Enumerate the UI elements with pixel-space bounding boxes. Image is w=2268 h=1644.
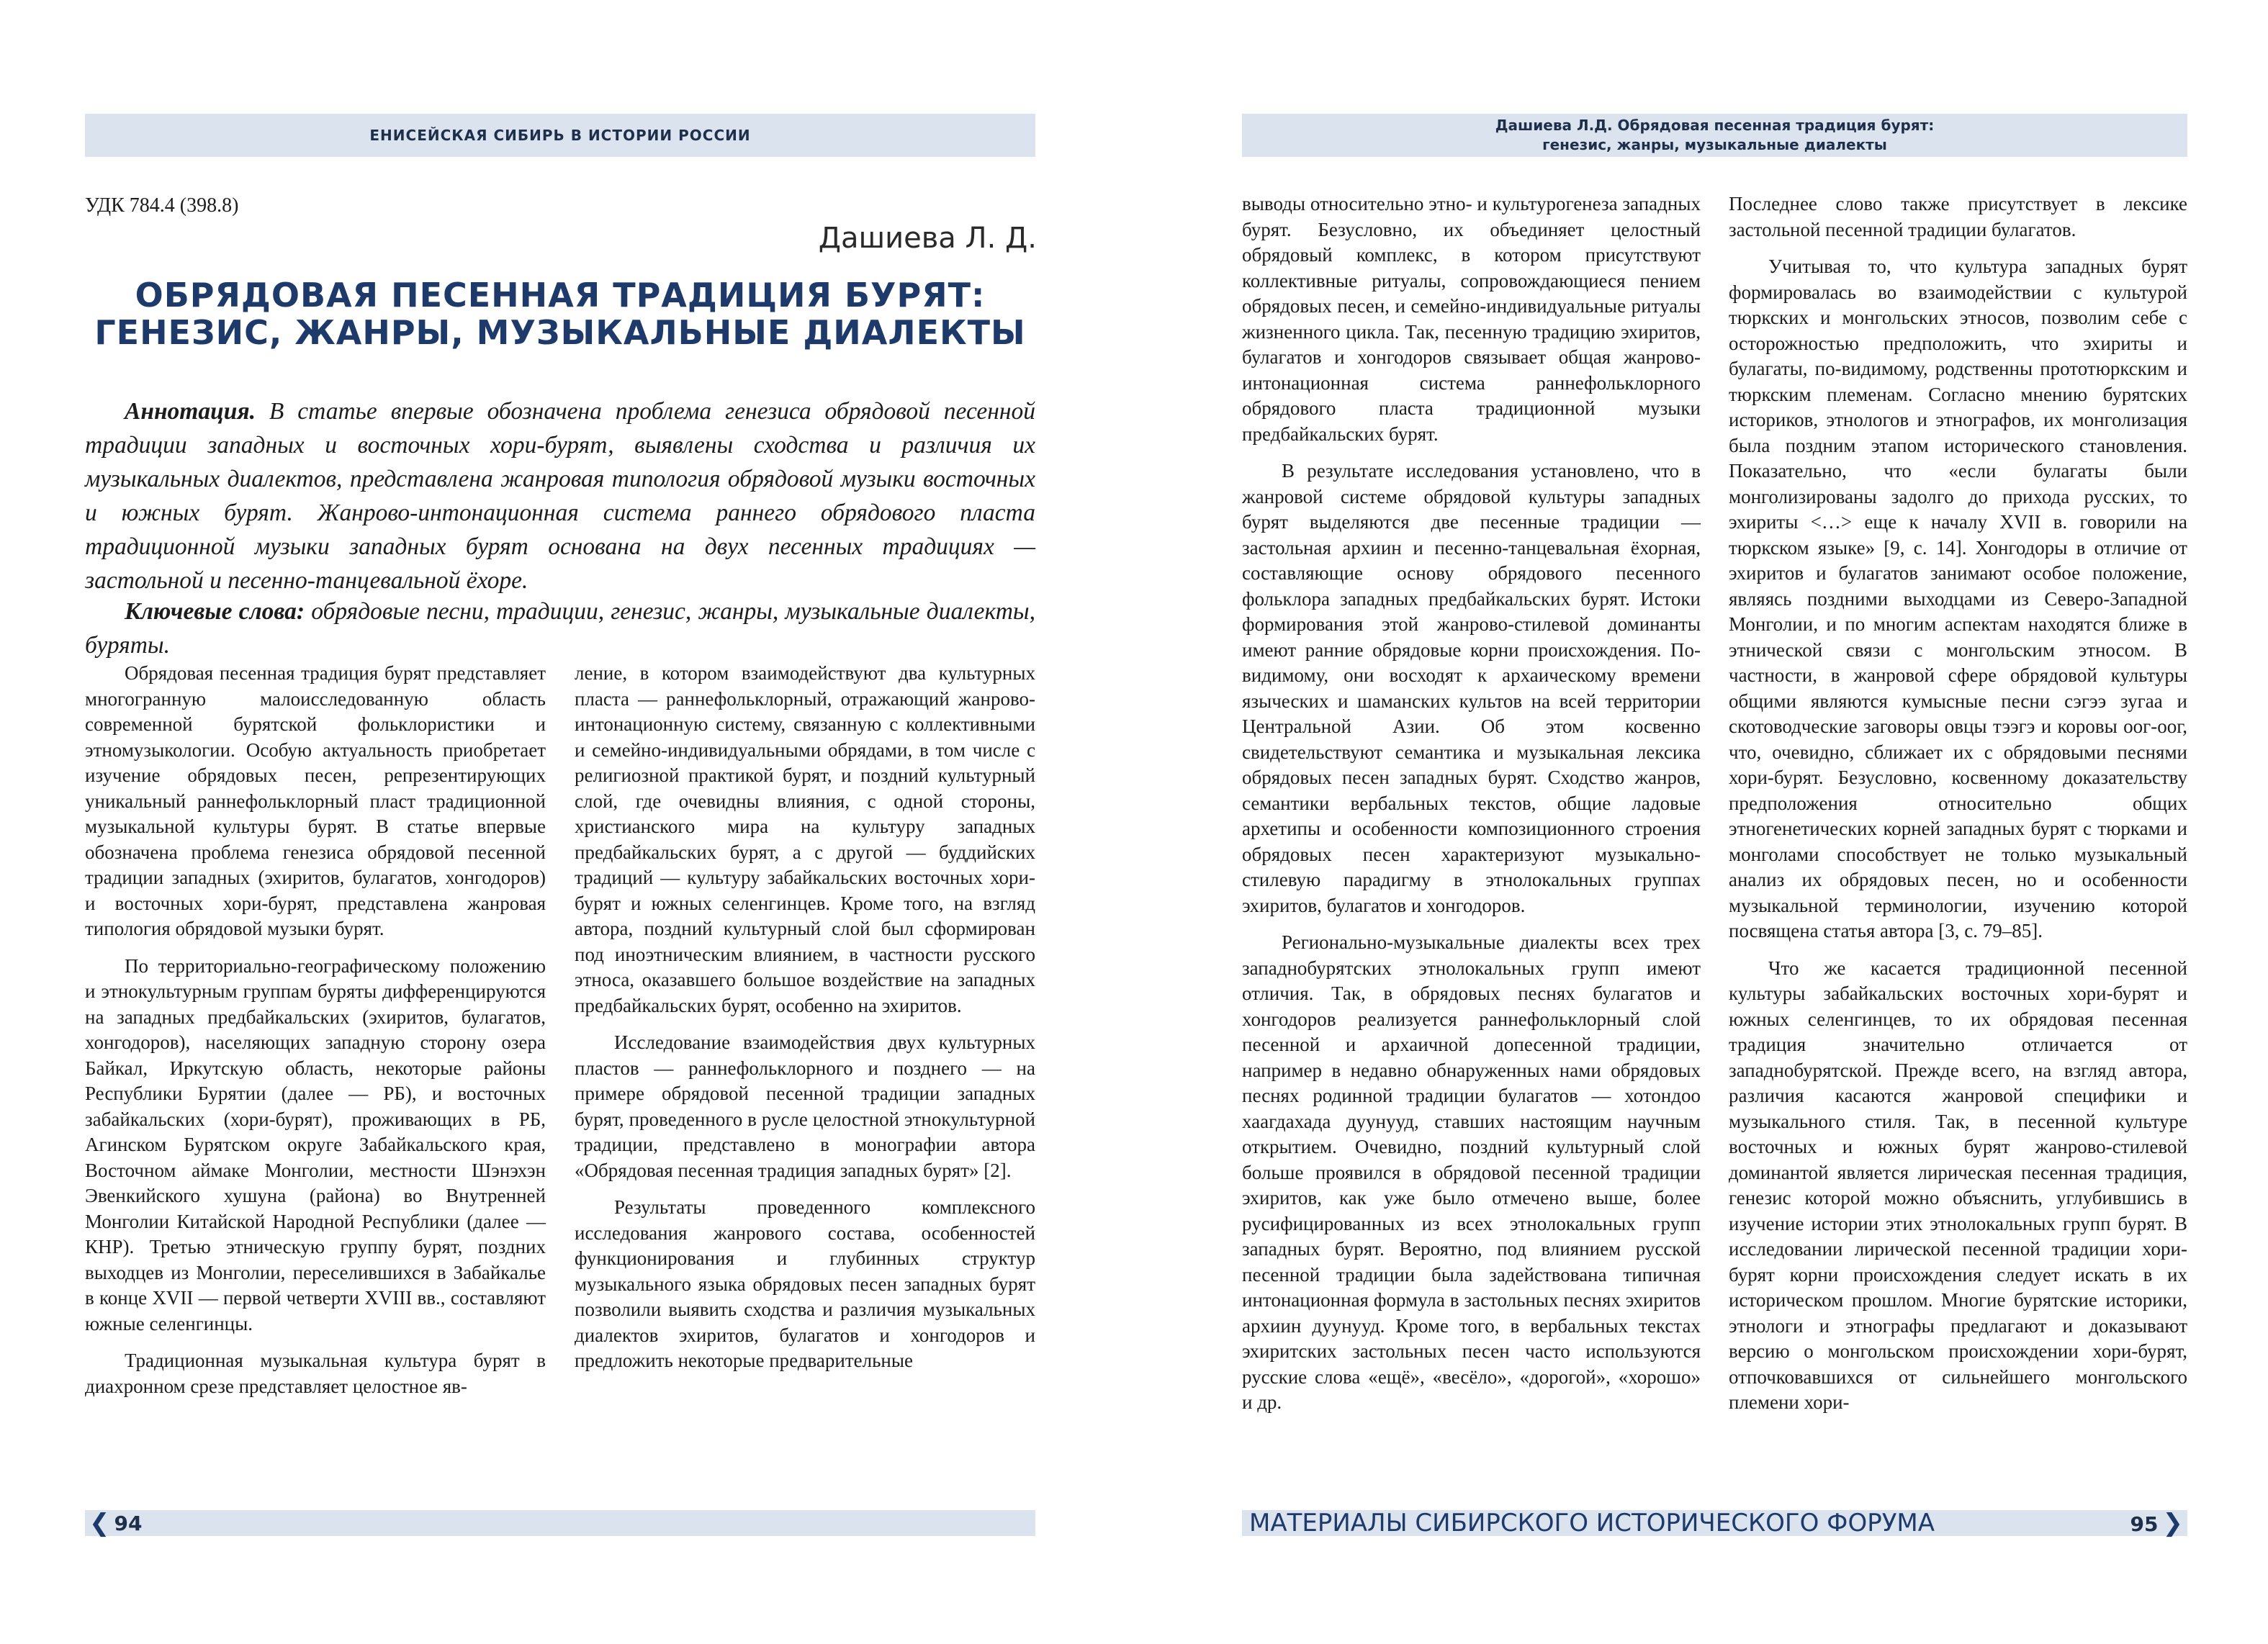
udk-code: УДК 784.4 (398.8) (85, 194, 239, 217)
footer-bar (85, 1510, 1035, 1536)
paragraph: Обрядовая песенная традиция бурят представляет многогранную малоисследованную область современной бурятской фольклористики и этномузыкологии. Особую актуальность приобретает изучение обрядовых песен, репрезентирующих уникальный раннефольклорный пласт традиционной музыкальной культуры бурят. В статье впервые обозначена проблема генезиса обрядовой песенной традиции западных (эхиритов, булагатов, хонгодоров) и восточных хори-бурят, представлена жанровая типология обрядовой музыки бурят. (85, 662, 546, 939)
right-page (1134, 0, 2268, 1644)
paragraph: Традиционная музыкальная культура бурят в диахронном срезе представляет целостное яв- (85, 1350, 546, 1397)
paragraph: Учитывая то, что культура западных бурят формировалась во взаимодействии с культурой тюркских и монгольских этносов, позволим себе с осторожностью предположить, что эхириты и булагаты, по-видимому, родственны прототюркским и тюркским племенам. Согласно мнению бурятских историков, этнологов и этнографов, их монголизация была поздним этапом исторического становления. Показательно, что «если булагаты были монголизированы задолго до прихода русских, то эхириты <…> еще к началу XVII в. говорили на тюркском языке» [9, с. 14]. Хонгодоры в отличие от эхиритов и булагатов занимают особое положение, являясь поздними выходцами из Северо-Западной Монголии, и по многим аспектам находятся ближе в этнической связи с монгольским этносом. В частности, в жанровой сфере обрядовой культуры общими являются кумысные песни сэгээ зугаа и скотоводческие заговоры овцы тээгэ и коровы оог-оог, что, очевидно, сближает их с обрядовыми песнями хори-бурят. Безусловно, косвенному доказательству предположения относительно общих этногенетических корней западных бурят с тюрками и монголами способствует не только музыкальный анализ их обрядовых песен, но и особенности музыкальной терминологии, изучению которой посвящена статья автора [3, с. 79–85]. (1729, 256, 2187, 941)
paragraph: В результате исследования установлено, что в жанровой системе обрядовой культуры западных бурят выделяются две песенные традиции — застольная архиин и песенно-танцевальная ёхорная, составляющие основу обрядового песенного фольклора западных предбайкальских бурят. Истоки формирования этой жанрово-стилевой доминанты имеют ранние обрядовые корни происхождения. По-видимому, они восходят к архаическому времени языческих и шаманских культов на всей территории Центральной Азии. Об этом косвенно свидетельствуют семантика и музыкальная лексика обрядовых песен западных бурят. Сходство жанров, семантики вербальных текстов, общие ладовые архетипы и особенности композиционного строения обрядовых песен характеризуют музыкально-стилевую парадигму в этнолокальных группах эхиритов, булагатов и хонгодоров. (1242, 460, 1701, 916)
left-column-2 (575, 661, 1035, 1386)
paragraph: выводы относительно этно- и культурогенеза западных бурят. Безусловно, их объединяет целостный обрядовый комплекс, в котором присутствуют коллективные ритуалы, сопровождающиеся пением обрядовых песен, и семейно-индивидуальные ритуалы жизненного цикла. Так, песенную традицию эхиритов, булагатов и хонгодоров связывает общая жанрово-интонационная система раннефольклорного обрядового пласта традиционной музыки предбайкальских бурят. (1242, 193, 1701, 445)
paragraph: Последнее слово также присутствует в лексике застольной песенной традиции булагатов. (1729, 193, 2187, 240)
keywords-label: Ключевые слова: (125, 598, 305, 625)
paragraph: ление, в котором взаимодействуют два культурных пласта — раннефольклорный, отражающий жанрово-интонационную систему, связанную с коллективными и семейно-индивидуальными обрядами, в том числе с религиозной практикой бурят, и поздний культурный слой, где очевидны влияния, с одной стороны, христианского мира на культуру западных предбайкальских бурят, а с другой — буддийских традиций — культуру забайкальских восточных хори-бурят и южных селенгинцев. Кроме того, на взгляд автора, поздний культурный слой был сформирован под иноэтническим влиянием, в частности русского этноса, оказавшего большое воздействие на западных предбайкальских бурят, особенно на эхиритов. (575, 662, 1035, 1016)
paragraph: Регионально-музыкальные диалекты всех трех западнобурятских этнолокальных групп имеют отличия. Так, в обрядовых песнях булагатов и хонгодоров реализуется раннефольклорный слой песенной и архаичной допесенной традиции, например в недавно обнаруженных нами обрядовых песнях родинной традиции булагатов — хотондоо хаагдахада дуунууд, ставших настоящим научным открытием. Очевидно, поздний культурный слой больше проявился в обрядовой песенной традиции эхиритов, как уже было отмечено выше, более русифицированных из всех этнолокальных групп западных бурят. Вероятно, под влиянием русской песенной традиции была задействована типичная интонационная формула в застольных песнях эхиритов архиин дуунууд. Кроме того, в вербальных текстах эхиритских застольных песен часто используются русские слова «ещё», «весёло», «дорогой», «хорошо» и др. (1242, 931, 1701, 1413)
right-column-2 (1729, 191, 2187, 1427)
abstract-text: В статье впервые обозначена проблема генезиса обрядовой песенной традиции западных и восточных хори-бурят, выявлены сходства и различия их музыкальных диалектов, представлена жанровая типология обрядовой музыки восточных и южных бурят. Жанрово-интонационная система раннего обрядового пласта традиционной музыки западных бурят основана на двух песенных традициях — застольной и песенно-танцевальной ёхоре. (85, 398, 1035, 594)
chevron-left-icon: ❮ (89, 1509, 110, 1537)
paragraph: Исследование взаимодействия двух культурных пластов — раннефольклорного и позднего — на примере обрядовой песенной традиции западных бурят, проведенного в русле целостной этнокультурной традиции, представлено в монографии автора «Обрядовая песенная традиция западных бурят» [2]. (575, 1031, 1035, 1181)
running-head-line1: Дашиева Л.Д. Обрядовая песенная традиция бурят: (1495, 117, 1935, 134)
keywords (85, 595, 1035, 662)
article-author: Дашиева Л. Д. (818, 222, 1037, 255)
running-head-line2: генезис, жанры, музыкальные диалекты (1542, 136, 1887, 153)
running-head (1242, 114, 2187, 157)
paragraph: Что же касается традиционной песенной культуры забайкальских восточных хори-бурят и южных селенгинцев, то их обрядовая песенная традиция значительно отличается от западнобурятской. Прежде всего, на взгляд автора, различия касаются жанровой специфики и музыкального стиля. Так, в песенной культуре восточных и южных бурят жанрово-стилевой доминантой является лирическая песенная традиция, генезис которой можно объяснить, углубившись в изучение истории этих этнолокальных групп бурят. В исследовании лирической песенной традиции хори-бурят корни происхождения следует искать в их историческом прошлом. Многие бурятские историки, этнологи и этнографы предлагают и доказывают версию о монгольском происхождении хори-бурят, отпочковавшихся от сильнейшего монгольского племени хори- (1729, 957, 2187, 1413)
page-number: 95 (2130, 1512, 2159, 1536)
footer-title: МАТЕРИАЛЫ СИБИРСКОГО ИСТОРИЧЕСКОГО ФОРУМА (1249, 1509, 1935, 1537)
abstract (85, 394, 1035, 597)
paragraph: Результаты проведенного комплексного исследования жанрового состава, особенностей функционирования и глубинных структур музыкального языка обрядовых песен западных бурят позволили выявить сходства и различия музыкальных диалектов эхиритов, булагатов и хонгодоров и предложить некоторые предварительные (575, 1196, 1035, 1371)
right-column-1 (1242, 191, 1701, 1427)
abstract-label: Аннотация. (125, 398, 256, 425)
article-title: ОБРЯДОВАЯ ПЕСЕННАЯ ТРАДИЦИЯ БУРЯТ: ГЕНЕЗИС, ЖАНРЫ, МУЗЫКАЛЬНЫЕ ДИАЛЕКТЫ (94, 276, 1026, 352)
chevron-right-icon: ❯ (2162, 1509, 2183, 1537)
paragraph: По территориально-географическому положению и этнокультурным группам буряты дифференцируются на западных предбайкальских (эхиритов, булагатов, хонгодоров), населяющих западную сторону озера Байкал, Иркутскую область, некоторые районы Республики Бурятии (далее — РБ), и восточных забайкальских (хори-бурят), проживающих в РБ, Агинском Бурятском округе Забайкальского края, Восточном аймаке Монголии, местности Шэнэхэн Эвенкийского хушуна (района) во Внутренней Монголии Китайской Народной Республики (далее — КНР). Третью этническую группу бурят, поздних выходцев из Монголии, переселившихся в Забайкалье в конце XVII — первой четверти XVIII вв., составляют южные селенгинцы. (85, 954, 546, 1334)
left-column-1 (85, 661, 546, 1411)
keywords-text: обрядовые песни, традиции, генезис, жанры, музыкальные диалекты, буряты. (85, 598, 1035, 659)
running-head: ЕНИСЕЙСКАЯ СИБИРЬ В ИСТОРИИ РОССИИ (85, 114, 1035, 157)
page-number: 94 (114, 1511, 143, 1535)
page-number-group (2130, 1509, 2187, 1537)
footer-bar (1242, 1510, 2187, 1536)
